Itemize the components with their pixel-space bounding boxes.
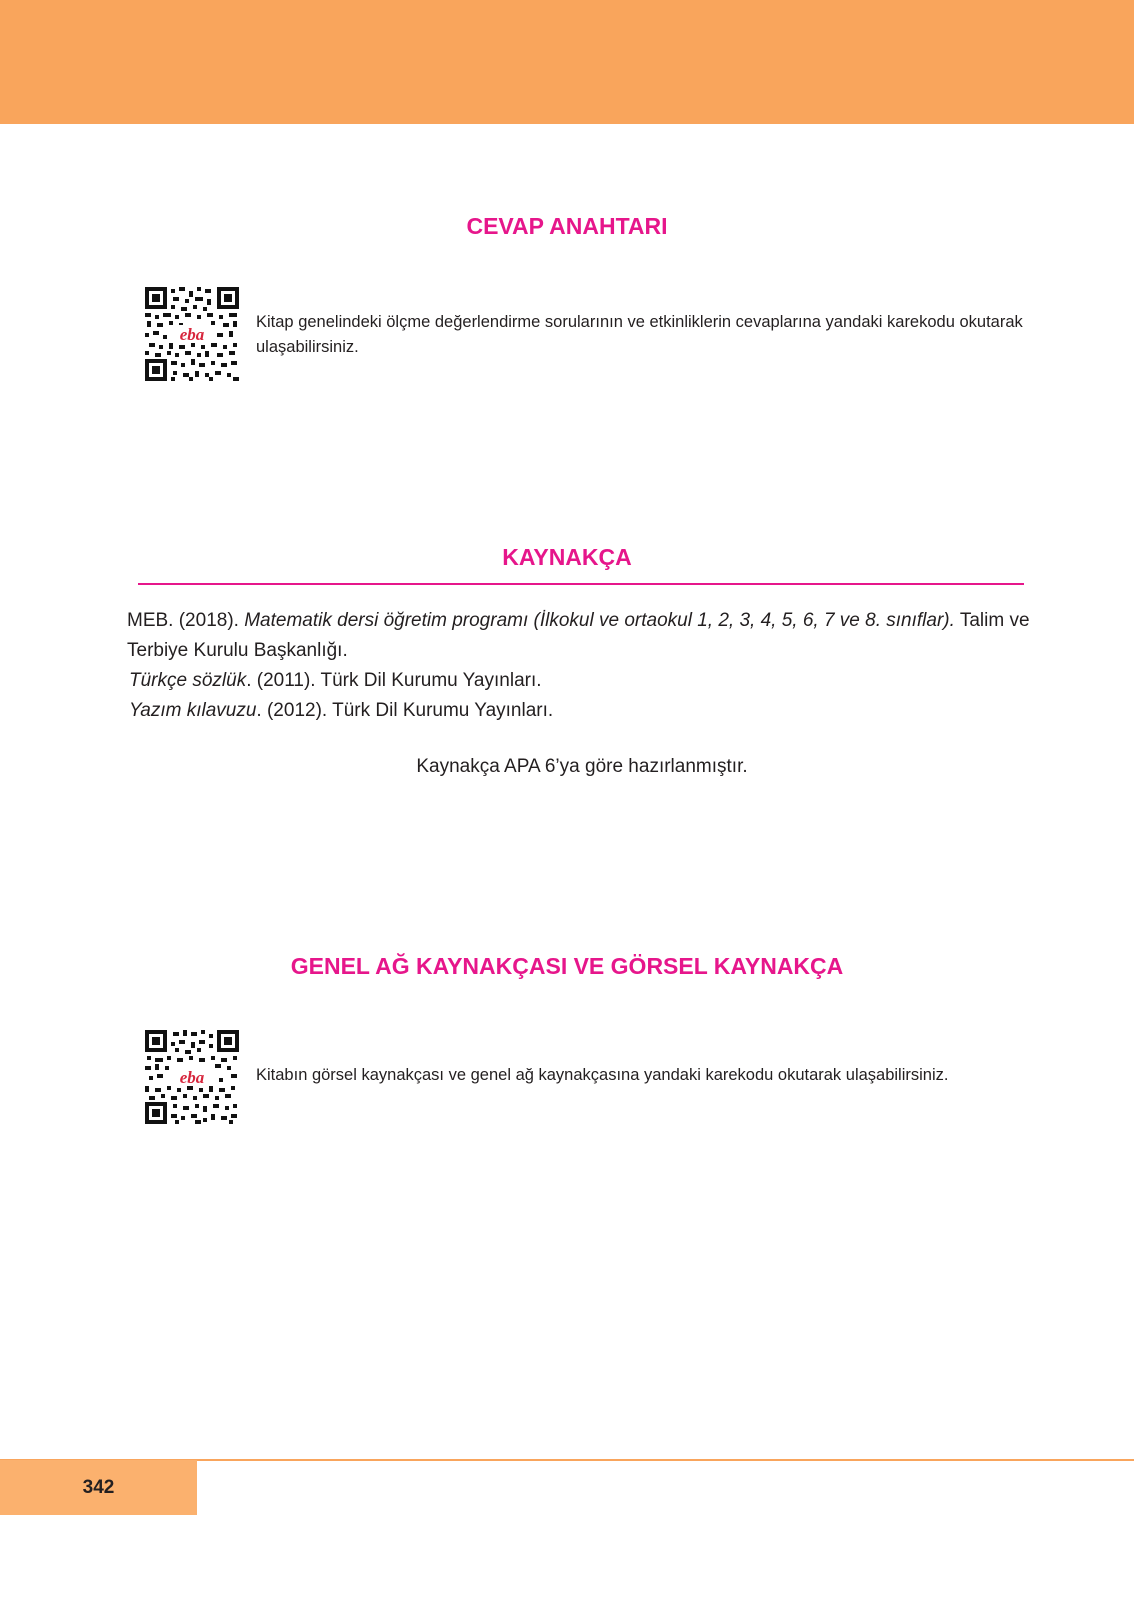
qr-code-icon [145, 1030, 239, 1124]
answer-key-note: Kitap genelindeki ölçme değerlendirme sorularının ve etkinliklerin cevaplarına yandaki karekodu okutarak ulaşabilirsiniz. [256, 313, 1023, 356]
header-band [0, 0, 1134, 124]
reference-title: Yazım kılavuzu [129, 700, 257, 721]
web-references-qr-code[interactable] [145, 1030, 239, 1124]
reference-title: Matematik dersi öğretim programı (İlkokul ve ortaokul 1, 2, 3, 4, 5, 6, 7 ve 8. sınıflar). [244, 610, 955, 631]
eba-logo: eba [179, 1068, 205, 1087]
references-divider [138, 583, 1024, 585]
reference-entry [127, 666, 1047, 696]
reference-entry [127, 606, 1047, 666]
page-number: 342 [82, 1476, 115, 1498]
reference-publisher: . (2011). Türk Dil Kurumu Yayınları. [246, 670, 542, 691]
reference-publisher: . (2012). Türk Dil Kurumu Yayınları. [256, 700, 554, 721]
reference-entry [127, 696, 1047, 726]
reference-title: Türkçe sözlük [129, 670, 247, 691]
eba-logo: eba [179, 325, 205, 344]
qr-code-icon [145, 287, 239, 381]
page-number-box [0, 1460, 197, 1515]
apa-style-note: Kaynakça APA 6’ya göre hazırlanmıştır. [416, 756, 748, 777]
answer-key-qr-code[interactable] [145, 287, 239, 381]
web-references-note: Kitabın görsel kaynakçası ve genel ağ kaynakçasına yandaki karekodu okutarak ulaşabilirsiniz. [256, 1066, 949, 1084]
reference-publisher: Talim ve Terbiye Kurulu Başkanlığı. [127, 610, 1030, 661]
answer-key-title: CEVAP ANAHTARI [466, 213, 668, 239]
web-references-title: GENEL AĞ KAYNAKÇASI VE GÖRSEL KAYNAKÇA [290, 953, 844, 979]
references-title: KAYNAKÇA [502, 544, 632, 570]
references-list [127, 606, 1047, 726]
reference-author-year: MEB. (2018). [127, 610, 245, 631]
